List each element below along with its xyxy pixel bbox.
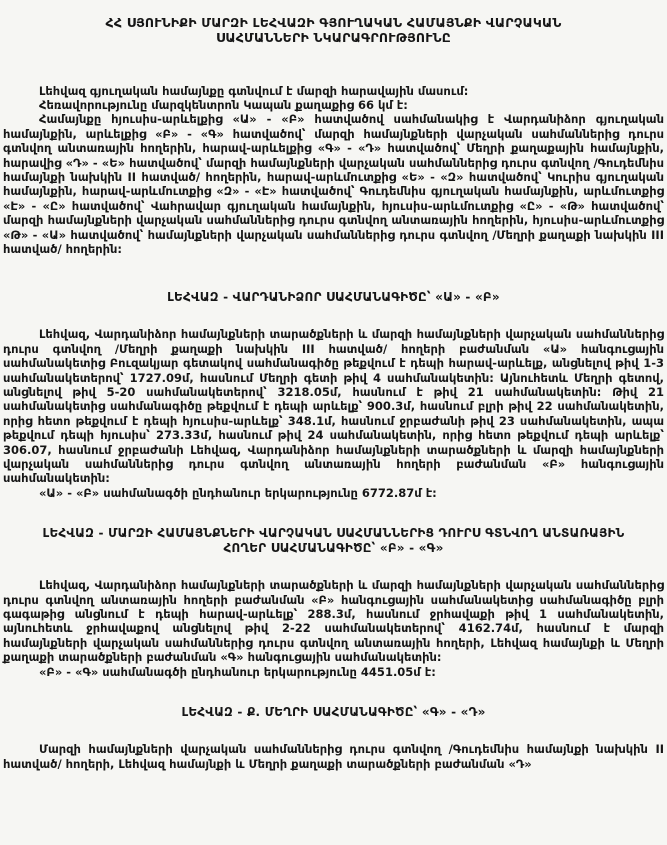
section-heading-b-g: ԼԵՀՎԱԶ - ՄԱՐԶԻ ՀԱՄԱՅՆՔՆԵՐԻ ՎԱՐՉԱԿԱՆ ՍԱՀՄԱՆՆԵՐԻՑ ԴՈՒՐՍ ԳՏՆՎՈՂ ԱՆՏԱՌԱՅԻՆ ՀՈՂԵՐ ՍԱՀՄԱՆԱԳԻԾԸ՝ «Բ» - «Գ» bbox=[42, 526, 625, 556]
section-a-b-total-length: «Ա» - «Բ» սահմանագծի ընդհանուր երկարությունը 6772.87մ է: bbox=[39, 485, 437, 500]
intro-paragraph-location: Լեհվազ գյուղական համայնքը գտնվում է մարզի հարավային մասում: bbox=[39, 83, 469, 98]
intro-paragraph-borders-overview: Համայնքը հյուսիս-արևելքից «Ա» - «Բ» հատվածով սահմանակից է Վարդանիձոր գյուղական համայնքին, արևելքից «Բ» - «Գ» հատվածով՝ մարզի համայնքների վարչական սահմաններից դուրս գտնվող անտառային հողերին, հարավ-արևելքից «Գ» - «Դ» հատվածով՝ Մեղրի քաղաքային համայնքին, հարավից «Դ» - «Ե» հատվածով՝ մարզի համայնքների վարչական սահմաններից դուրս գտնվող /Գուդեմնիս համայնքի նախկին II հատված/ հողերին, հարավ-արևմուտքից «Ե» - «Զ» հատվածով՝ Կուրիս գյուղական համայնքին, հարավ-արևմուտքից «Զ» - «Է» հատվածով՝ Գուդեմնիս գյուղական համայնքին, արևմուտքից «Է» - «Ը» հատվածով՝ Վահրավար գյուղական համայնքին, հյուսիս-արևմուտքից «Ը» - «Թ» հատվածով՝ մարզի համայնքների վարչական սահմաններից դուրս գտնվող անտառային հողերին, հյուսիս-արևմուտքից «Թ» - «Ա» հատվածով՝ համայնքների վարչական սահմաններից դուրս գտնվող /Մեղրի քաղաքի նախկին III հատված/ հողերին: bbox=[3, 112, 664, 256]
section-g-d-description: Մարզի համայնքների վարչական սահմաններից դուրս գտնվող /Գուդեմնիս համայնքի նախկին II հատված/ հողերի, Լեհվազ համայնքի և Մեղրի քաղաքի տարածքների բաժանման «Դ» bbox=[3, 742, 664, 771]
section-heading-g-d: ԼԵՀՎԱԶ - Ք. ՄԵՂՐԻ ՍԱՀՄԱՆԱԳԻԾԸ՝ «Գ» - «Դ» bbox=[181, 705, 486, 720]
intro-paragraph-distance: Հեռավորությունը մարզկենտրոն Կապան քաղաքից 66 կմ է: bbox=[39, 97, 408, 112]
section-b-g-description: Լեհվազ, Վարդանիձոր համայնքների տարածքների և մարզի համայնքների վարչական սահմաններից դուրս գտնվող անտառային հողերի բաժանման «Բ» հանգուցային սահմանակետից սահմանագիծը բլրի գագաթից անցնում է դեպի հարավ-արևելք՝ 288.3մ, հասնում ջրհավաքի թիվ 1 սահմանակետին, այնուհետև ջրհավաքով անցնելով թիվ 2-22 սահմանակետերով՝ 4162.74մ, հասնում է մարզի համայնքների վարչական սահմաններից դուրս գտնվող անտառային հողերի, Լեհվազ համայնքի և Մեղրի քաղաքի տարածքների բաժանման «Գ» հանգուցային սահմանակետին: bbox=[3, 578, 664, 665]
section-heading-a-b: ԼԵՀՎԱԶ - ՎԱՐԴԱՆԻՁՈՐ ՍԱՀՄԱՆԱԳԻԾԸ՝ «Ա» - «Բ» bbox=[167, 290, 500, 305]
section-b-g-total-length: «Բ» - «Գ» սահմանագծի ընդհանուր երկարությունը 4451.05մ է: bbox=[39, 664, 436, 679]
document-title: ՀՀ ՍՅՈՒՆԻՔԻ ՄԱՐԶԻ ԼԵՀՎԱԶԻ ԳՅՈՒՂԱԿԱՆ ՀԱՄԱՅՆՔԻ ՎԱՐՉԱԿԱՆ ՍԱՀՄԱՆՆԵՐԻ ՆԿԱՐԱԳՐՈՒԹՅՈՒՆԸ bbox=[105, 15, 562, 45]
section-a-b-description: Լեհվազ, Վարդանիձոր համայնքների տարածքների և մարզի համայնքների վարչական սահմաններից դուրս գտնվող /Մեղրի քաղաքի նախկին III հատված/ հողերի բաժանման «Ա» հանգուցային սահմանակետից Բուզակյար գետակով սահմանագիծը թեքվում է դեպի հարավ-արևելք, անցնելով թիվ 1-3 սահմանակետերով՝ 1727.09մ, հասնում Մեղրի գետի թիվ 4 սահմանակետին: Այնուհետև Մեղրի գետով, անցնելով թիվ 5-20 սահմանակետերով՝ 3218.05մ, հասնում է թիվ 21 սահմանակետին: Թիվ 21 սահմանակետից սահմանագիծը թեքվում է դեպի արևելք՝ 900.3մ, հասնում բլրի թիվ 22 սահմանակետին, որից հետո թեքվում է դեպի հյուսիս-արևելք՝ 348.1մ, հասնում ջրբաժանի թիվ 23 սահմանակետին, ապա թեքվում դեպի հյուսիս՝ 273.33մ, հասնում թիվ 24 սահմանակետին, որից հետո թեքվում դեպի արևելք՝ 306.07, հասնում ջրբաժանի Լեհվազ, Վարդանիձոր համայնքների տարածքների և մարզի համայնքների վարչական սահմաններից դուրս գտնվող անտառային հողերի բաժանման «Բ» հանգուցային սահմանակետին: bbox=[3, 327, 664, 486]
